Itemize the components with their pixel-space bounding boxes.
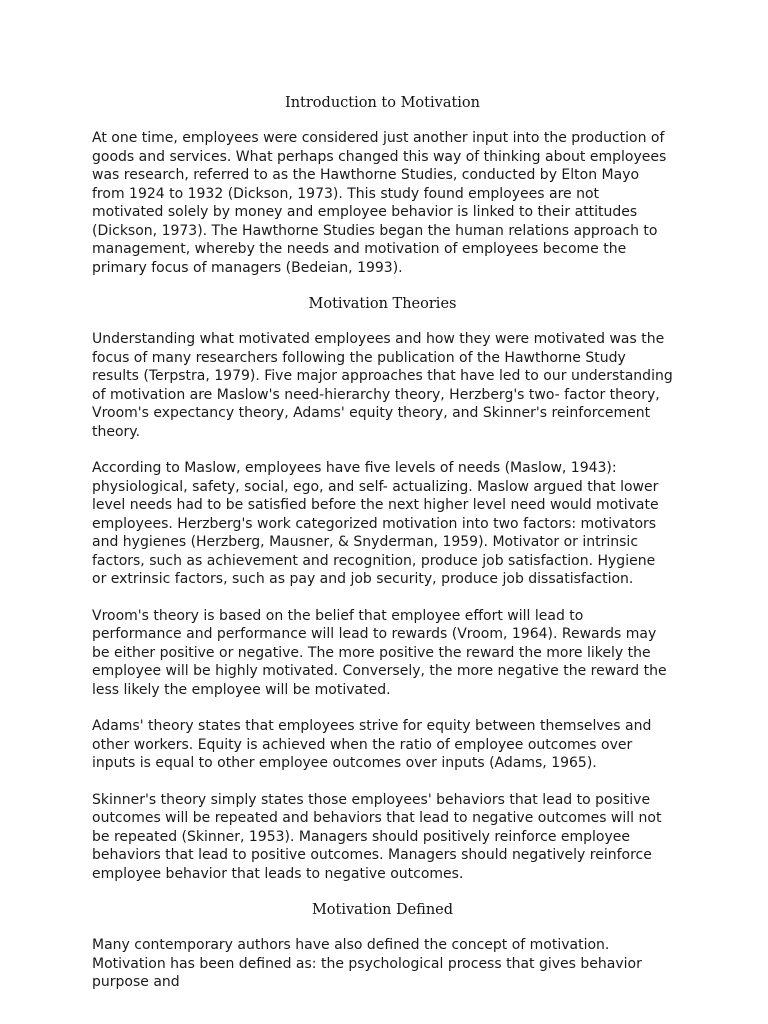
paragraph-hawthorne-studies: At one time, employees were considered just another input into the production of goods and services. What perhaps changed this way of thinking about employees was research, referred to as the Hawthorne Studies, conducted by Elton Mayo from 1924 to 1932 (Dickson, 1973). This study found employees are not motivated solely by money and employee behavior is linked to their attitudes (Dickson, 1973). The Hawthorne Studies began the human relations approach to management, whereby the needs and motivation of employees become the primary focus of managers (Bedeian, 1993). bbox=[92, 130, 667, 276]
section-heading-motivation-theories: Motivation Theories bbox=[308, 296, 457, 312]
section-heading-introduction: Introduction to Motivation bbox=[284, 95, 480, 111]
paragraph-five-approaches: Understanding what motivated employees and how they were motivated was the focus of many researchers following the publication of the Hawthorne Study results (Terpstra, 1979). Five major approaches that have led to our understanding of motivation are Maslow's need-hierarchy theory, Herzberg's two- factor theory, Vroom's expectancy theory, Adams' equity theory, and Skinner's reinforcement theory. bbox=[92, 331, 673, 440]
paragraph-adams: Adams' theory states that employees strive for equity between themselves and other workers. Equity is achieved when the ratio of employee outcomes over inputs is equal to other employee outcomes over inputs (Adams, 1965). bbox=[92, 718, 652, 771]
paragraph-maslow-herzberg: According to Maslow, employees have five levels of needs (Maslow, 1943): physiological, safety, social, ego, and self- actualizing. Maslow argued that lower level needs had to be satisfied before the next higher level need would motivate employees. Herzberg's work categorized motivation into two factors: motivators and hygienes (Herzberg, Mausner, & Snyderman, 1959). Motivator or intrinsic factors, such as achievement and recognition, produce job satisfaction. Hygiene or extrinsic factors, such as pay and job security, produce job dissatisfaction. bbox=[92, 460, 659, 587]
paragraph-motivation-definition: Many contemporary authors have also defined the concept of motivation. Motivation has been defined as: the psychological process that gives behavior purpose and bbox=[92, 937, 642, 990]
paragraph-vroom: Vroom's theory is based on the belief that employee effort will lead to performance and performance will lead to rewards (Vroom, 1964). Rewards may be either positive or negative. The more positive the reward the more likely the employee will be highly motivated. Conversely, the more negative the reward the less likely the employee will be motivated. bbox=[92, 607, 667, 698]
section-heading-motivation-defined: Motivation Defined bbox=[311, 902, 454, 918]
paragraph-skinner: Skinner's theory simply states those employees' behaviors that lead to positive outcomes will be repeated and behaviors that lead to negative outcomes will not be repeated (Skinner, 1953). Managers should positively reinforce employee behaviors that lead to positive outcomes. Managers should negatively reinforce employee behavior that leads to negative outcomes. bbox=[92, 791, 662, 882]
